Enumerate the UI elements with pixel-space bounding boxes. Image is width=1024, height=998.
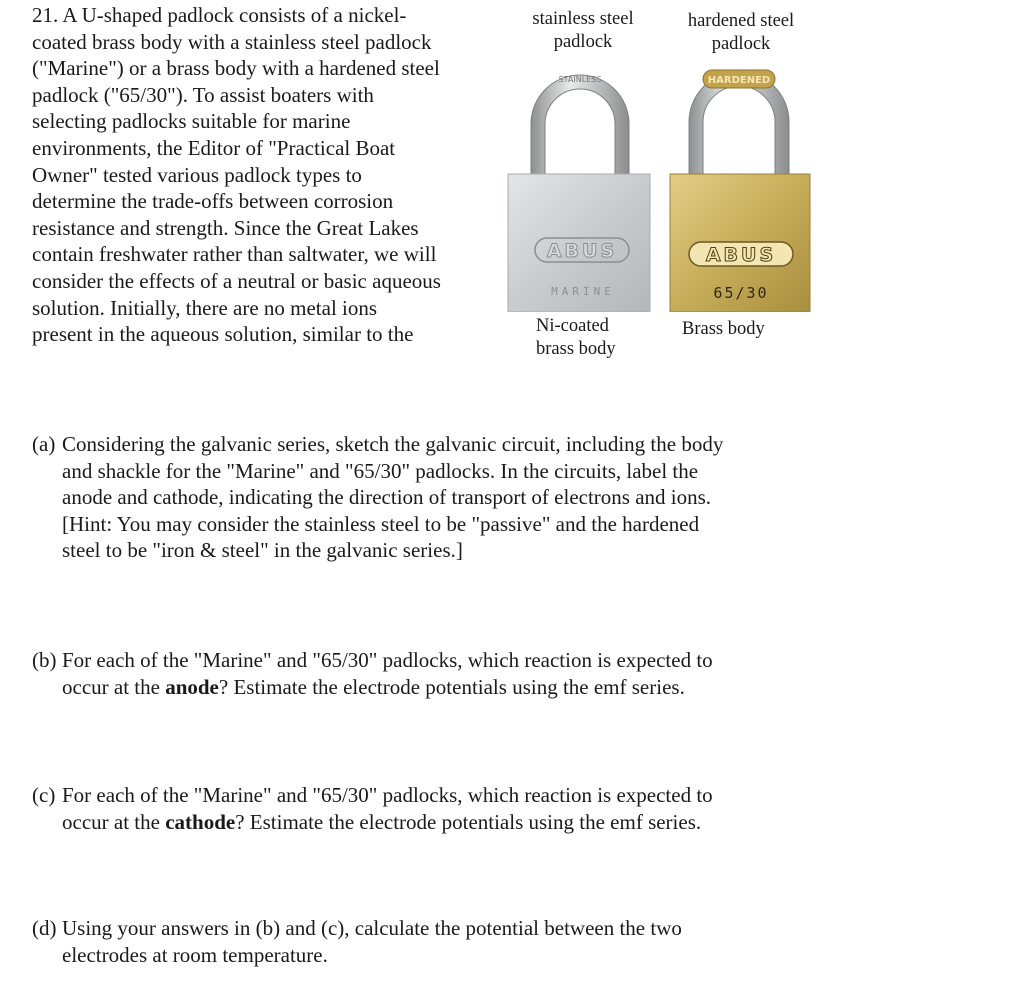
question-text: occur at the <box>62 809 166 834</box>
question-label: (d) <box>32 916 57 940</box>
cathode-term: cathode <box>165 809 236 834</box>
hardened-steel-caption <box>676 10 806 56</box>
question-line: [Hint: You may consider the stainless steel to be "passive" and the hardened <box>62 511 700 536</box>
intro-line: coated brass body with a stainless steel padlock <box>32 29 432 54</box>
caption-line: padlock <box>553 32 613 52</box>
caption-line: Ni-coated <box>536 316 609 336</box>
intro-line: ("Marine") or a brass body with a hardened steel <box>32 56 440 81</box>
stainless-steel-caption <box>516 8 650 54</box>
anode-term: anode <box>165 674 219 699</box>
question-label: (b) <box>32 648 57 672</box>
question-line <box>32 809 822 836</box>
question-text: Considering the galvanic series, sketch the galvanic circuit, including the body <box>62 432 724 456</box>
question-text: For each of the "Marine" and "65/30" padlocks, which reaction is expected to <box>62 783 713 807</box>
intro-line: environments, the Editor of "Practical Boat <box>32 135 396 160</box>
caption-line: padlock <box>711 34 771 54</box>
question-line <box>32 431 822 458</box>
intro-line: determine the trade-offs between corrosion <box>32 189 394 214</box>
problem-intro <box>32 2 502 348</box>
question-line <box>32 915 822 942</box>
caption-line: hardened steel <box>687 11 795 31</box>
intro-line: 21. A U-shaped padlock consists of a nickel- <box>32 3 407 27</box>
question-text: ? Estimate the electrode potentials using the emf series. <box>218 674 685 699</box>
shackle-icon <box>531 75 629 178</box>
question-line <box>32 647 822 674</box>
brand-logo: ABUS <box>705 244 777 266</box>
intro-line: present in the aqueous solution, similar to the <box>32 322 414 347</box>
intro-line: solution. Initially, there are no metal ions <box>32 295 378 320</box>
caption-line: stainless steel <box>532 9 634 29</box>
intro-line: consider the effects of a neutral or basic aqueous <box>32 268 441 293</box>
brand-logo: ABUS <box>546 240 618 262</box>
caption-line: brass body <box>536 339 616 359</box>
question-line <box>32 674 822 701</box>
question-d <box>32 915 822 968</box>
hardened-stamp: HARDENED <box>707 75 771 86</box>
brass-padlock-image <box>665 66 815 312</box>
intro-line: contain freshwater rather than saltwater, we will <box>32 242 437 267</box>
marine-padlock-image <box>505 66 655 312</box>
question-text: ? Estimate the electrode potentials using the emf series. <box>235 809 702 834</box>
question-text: Using your answers in (b) and (c), calculate the potential between the two <box>62 916 682 940</box>
model-label: MARINE <box>551 285 615 298</box>
ni-coated-caption <box>536 315 616 361</box>
intro-line: Owner" tested various padlock types to <box>32 162 362 187</box>
question-line <box>32 782 822 809</box>
question-line: electrodes at room temperature. <box>62 942 328 967</box>
intro-line: selecting padlocks suitable for marine <box>32 109 351 134</box>
question-line: and shackle for the "Marine" and "65/30" padlocks. In the circuits, label the <box>62 458 699 483</box>
question-label: (c) <box>32 783 56 807</box>
left-shackle-text: STAINLESS <box>558 75 602 84</box>
question-line: anode and cathode, indicating the direction of transport of electrons and ions. <box>62 485 712 510</box>
question-label: (a) <box>32 432 56 456</box>
intro-line: resistance and strength. Since the Great Lakes <box>32 215 419 240</box>
intro-line: padlock ("65/30"). To assist boaters with <box>32 82 374 107</box>
question-c <box>32 782 822 835</box>
model-label: 65/30 <box>713 284 769 302</box>
question-text: occur at the <box>62 674 166 699</box>
question-b <box>32 647 822 700</box>
brass-body-caption: Brass body <box>682 319 765 339</box>
question-line: steel to be "iron & steel" in the galvanic series.] <box>62 538 463 563</box>
question-text: For each of the "Marine" and "65/30" padlocks, which reaction is expected to <box>62 648 713 672</box>
question-a <box>32 431 822 564</box>
